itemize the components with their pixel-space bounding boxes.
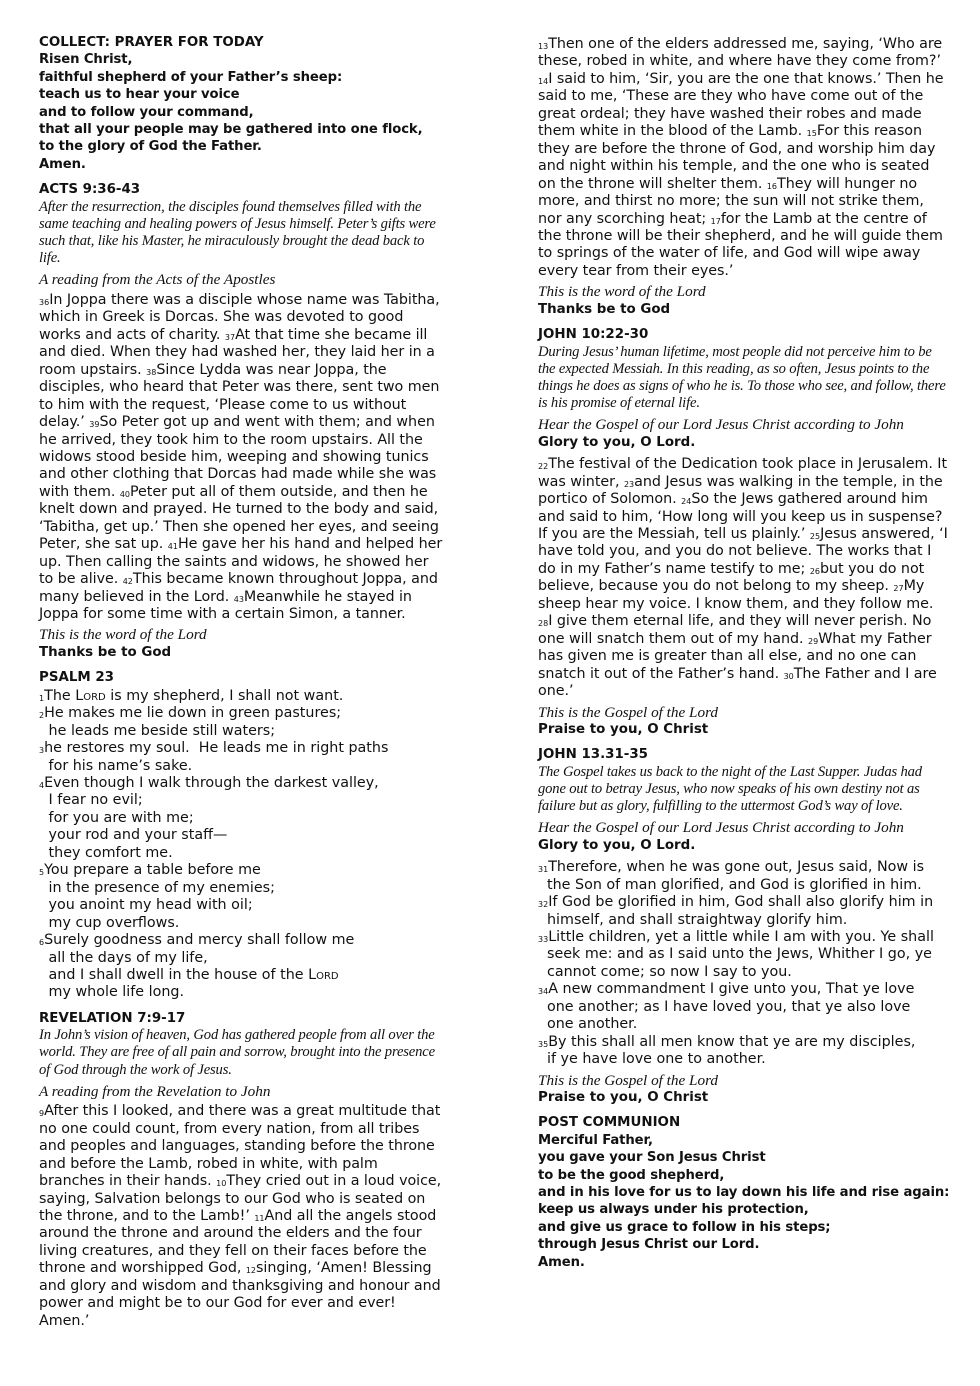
john13-intro: The Gospel takes us back to the night of the Last Supper. Judas had gone out to betray Jesus, who now speaks of his own destiny not as failure but as glory, fulfilling to the uttermost God’s way of love.	[538, 763, 922, 815]
prayer-line: to be the good shepherd,	[538, 1167, 725, 1183]
verse-text: They will hunger no more, and thirst no more; the sun will not strike them, nor any scorching heat;	[538, 175, 924, 227]
acts-intro: After the resurrection, the disciples found themselves filled with the same teaching and healing powers of Jesus himself. Peter’s gifts were such that, like his Master, he miraculously brought the dead back to life.	[39, 198, 436, 267]
psalm-line: he leads me beside still waters;	[44, 722, 276, 739]
verse-line: cannot come; so now I say to you.	[547, 963, 792, 980]
verse-number: 15	[806, 129, 817, 139]
verse-number: 29	[808, 636, 819, 646]
verse-line: seek me: and as I said unto the Jews, Whither I go, ye	[547, 946, 932, 963]
john13-section	[538, 746, 950, 1106]
john13-ending: This is the Gospel of the Lord	[538, 1071, 719, 1089]
psalm-line: and I shall dwell in the house of the Lord	[44, 966, 339, 983]
verse-number: 9	[39, 1109, 45, 1119]
verse-line: the Son of man glorified, and God is glorified in him.	[547, 876, 922, 893]
verse-number: 16	[766, 181, 778, 191]
prayer-line: and give us grace to follow in his steps;	[538, 1219, 831, 1235]
john10-section	[538, 326, 950, 738]
verse-line: one another.	[547, 1016, 638, 1033]
verse-number: 17	[710, 216, 721, 226]
acts-heading: ACTS 9:36-43	[39, 182, 141, 198]
verse-number: 26	[809, 566, 821, 576]
collect-heading: COLLECT: PRAYER FOR TODAY	[39, 35, 264, 50]
verse-text: What my Father has given me is greater than all else, and no one can snatch it out of the Father’s hand.	[538, 630, 932, 682]
psalm-line: my whole life long.	[44, 984, 185, 1001]
john13-response: Praise to you, O Christ	[538, 1090, 709, 1106]
verse-text: This became known throughout Joppa, and many believed in the Lord.	[39, 571, 438, 605]
revelation-response: Thanks be to God	[538, 301, 671, 317]
verse-number: 27	[893, 584, 904, 594]
verse-text: My sheep hear my voice. I know them, and they follow me.	[538, 578, 934, 612]
verse-number: 39	[89, 420, 100, 430]
prayer-line: keep us always under his protection,	[538, 1202, 809, 1218]
verse-text: The Father and I are one.’	[538, 665, 937, 700]
psalm-line: $^1$The Lord is my shepherd, I shall not want.	[39, 687, 344, 704]
revelation-passage	[39, 1103, 447, 1330]
revelation-heading: REVELATION 7:9-17	[39, 1010, 186, 1026]
psalm-line: $^4$Even though I walk through the darkest valley,	[39, 774, 379, 791]
john13-reading-title: Hear the Gospel of our Lord Jesus Christ according to John	[538, 819, 904, 837]
acts-ending: This is the word of the Lord	[39, 626, 207, 644]
verse-text: For this reason they are before the throne of God, and worship him day and night within his temple, and the one who is seated on the throne will shelter them.	[538, 123, 936, 192]
psalm-line: $^2$He makes me lie down in green pastures;	[39, 705, 342, 722]
acts-response: Thanks be to God	[39, 644, 172, 660]
verse-number: 40	[119, 489, 130, 499]
revelation-ending: This is the word of the Lord	[538, 283, 706, 301]
john13-passage	[538, 859, 950, 1068]
prayer-line: through Jesus Christ our Lord.	[538, 1237, 760, 1253]
left-column	[39, 34, 447, 1330]
prayer-line: and in his love for us to lay down his life and rise again:	[538, 1185, 950, 1201]
verse-line: $^{31}$Therefore, when he was gone out, Jesus said, Now is	[538, 859, 925, 876]
collect-section	[39, 34, 447, 173]
verse-line: $^{35}$By this shall all men know that ye are my disciples,	[538, 1033, 916, 1050]
verse-line: $^{32}$If God be glorified in him, God shall also glorify him in	[538, 894, 934, 911]
revelation-reading-title: A reading from the Revelation to John	[39, 1082, 271, 1100]
verse-number: 30	[783, 671, 794, 681]
verse-number: 14	[538, 76, 549, 86]
john10-sub-response: Glory to you, O Lord.	[538, 434, 696, 450]
john10-reading-title: Hear the Gospel of our Lord Jesus Christ according to John	[538, 416, 904, 434]
collect-line: to the glory of God the Father.	[39, 139, 262, 155]
john10-intro: During Jesus’ human lifetime, most people did not perceive him to be the expected Messiah. In this reading, as so often, Jesus points to the things he does as signs of who he is. To those who see, and follow, there is his promise of eternal life.	[538, 343, 946, 412]
revelation-continued	[538, 36, 950, 318]
verse-number: 41	[167, 542, 178, 552]
verse-text: and Jesus was walking in the temple, in the portico of Solomon.	[538, 473, 943, 508]
verse-text: I give them eternal life, and they will never perish. No one will snatch them out of my hand.	[538, 613, 932, 647]
verse-number: 22	[538, 462, 549, 472]
revelation-passage-cont	[538, 36, 950, 280]
verse-number: 13	[538, 42, 549, 51]
revelation-section	[39, 1010, 447, 1330]
collect-line: teach us to hear your voice	[39, 87, 240, 103]
right-column	[538, 36, 950, 1271]
john10-response: Praise to you, O Christ	[538, 721, 709, 737]
john10-heading: JOHN 10:22-30	[538, 327, 649, 343]
verse-number: 38	[146, 367, 157, 377]
psalm-line: all the days of my life,	[44, 949, 208, 966]
verse-number: 24	[681, 497, 692, 507]
psalm-line: for his name’s sake.	[44, 757, 193, 774]
revelation-intro: In John’s vision of heaven, God has gathered people from all over the world. They are free of all pain and sorrow, brought into the presence of God through the work of Jesus.	[39, 1027, 435, 1078]
collect-line: that all your people may be gathered into one flock,	[39, 122, 423, 138]
john10-passage	[538, 456, 950, 700]
prayer-line: you gave your Son Jesus Christ	[538, 1150, 766, 1166]
verse-text: They cried out in a loud voice, saying, Salvation belongs to our God who is seated on the throne, and to the Lamb!’	[39, 1173, 442, 1224]
psalm-heading: PSALM 23	[39, 670, 114, 686]
collect-line: Risen Christ,	[39, 52, 133, 68]
verse-line: $^{34}$A new commandment I give unto you, That ye love	[538, 981, 915, 998]
collect-line: and to follow your command,	[39, 104, 254, 120]
verse-text: singing, ‘Amen! Blessing and glory and wisdom and thanksgiving and honour and power and might be to our God for ever and ever! Amen.’	[39, 1260, 441, 1329]
verse-line: himself, and shall straightway glorify him.	[547, 911, 848, 928]
acts-section	[39, 181, 447, 661]
verse-line: $^{33}$Little children, yet a little while I am with you. Ye shall	[538, 928, 934, 945]
collect-line: faithful shepherd of your Father’s sheep:	[39, 69, 343, 85]
verse-text: Then one of the elders addressed me, saying, ‘Who are these, robed in white, and where have they come from?’	[538, 36, 943, 70]
verse-line: if ye have love one to another.	[547, 1051, 766, 1068]
prayer-line: Merciful Father,	[538, 1132, 653, 1148]
verse-text: And all the angels stood around the throne and around the elders and the four living creatures, and they fell on their faces before the throne and worshipped God,	[39, 1208, 437, 1277]
verse-text: In Joppa there was a disciple whose name was Tabitha, which in Greek is Dorcas. She was devoted to good works and acts of charity.	[39, 291, 440, 343]
verse-text: So the Jews gathered around him and said to him, ‘How long will you keep us in suspense? If you are the Messiah, tell us plainly.’	[538, 491, 943, 542]
psalm-line: you anoint my head with oil;	[44, 897, 253, 914]
verse-text: Since Lydda was near Joppa, the disciples, who heard that Peter was there, sent two men to him with the request, ‘Please come to us without delay.’	[39, 361, 440, 431]
verse-text: The festival of the Dedication took place in Jerusalem. It was winter,	[538, 456, 948, 490]
collect-line: Amen.	[39, 156, 86, 172]
psalm-text	[39, 688, 447, 1002]
verse-number: 11	[254, 1214, 265, 1223]
psalm-line: your rod and your staff—	[44, 827, 228, 844]
post-communion-heading: POST COMMUNION	[538, 1115, 681, 1131]
psalm-section	[39, 669, 447, 1002]
prayer-line: Amen.	[538, 1254, 585, 1270]
verse-text: After this I looked, and there was a great multitude that no one could count, from every nation, from all tribes and peoples and languages, standing before the throne and before the Lamb, robed in white, with palm branches in their hands.	[39, 1103, 441, 1190]
verse-number: 25	[809, 532, 821, 541]
collect-prayer	[39, 51, 447, 173]
psalm-line: $^6$Surely goodness and mercy shall follow me	[39, 932, 355, 949]
john10-ending: This is the Gospel of the Lord	[538, 703, 719, 721]
verse-number: 36	[39, 297, 50, 307]
psalm-line: my cup overflows.	[44, 914, 180, 931]
verse-number: 42	[122, 577, 133, 587]
john13-sub-response: Glory to you, O Lord.	[538, 837, 696, 853]
verse-number: 23	[623, 479, 635, 489]
verse-text: Jesus answered, ‘I have told you, and you do not believe. The works that I do in my Father’s name testify to me;	[538, 526, 948, 577]
acts-reading-title: A reading from the Acts of the Apostles	[39, 271, 276, 289]
psalm-line: $^3$he restores my soul. He leads me in right paths	[39, 740, 389, 757]
post-communion-prayer	[538, 1132, 950, 1271]
verse-text: but you do not believe, because you do not belong to my sheep.	[538, 560, 925, 595]
psalm-line: in the presence of my enemies;	[44, 879, 275, 896]
john13-heading: JOHN 13.31-35	[538, 747, 648, 763]
psalm-line: $^5$You prepare a table before me	[39, 862, 261, 879]
verse-number: 10	[216, 1179, 227, 1189]
verse-line: one another; as I have loved you, that ye also love	[547, 998, 911, 1015]
acts-passage	[39, 292, 447, 624]
post-communion-section	[538, 1114, 950, 1271]
verse-text: I said to him, ‘Sir, you are the one that knows.’ Then he said to me, ‘These are they who have come out of the great ordeal; they have washed their robes and made them white in the blood of the Lamb.	[538, 70, 944, 140]
verse-number: 43	[233, 594, 244, 604]
psalm-line: they comfort me.	[44, 844, 173, 861]
psalm-line: I fear no evil;	[44, 792, 143, 809]
verse-text: At that time she became ill and died. When they had washed her, they laid her in a room upstairs.	[39, 326, 435, 378]
verse-number: 12	[245, 1266, 257, 1276]
verse-text: for the Lamb at the centre of the throne will be their shepherd, and he will guide them to springs of the water of life, and God will wipe away every tear from their eyes.’	[538, 210, 943, 279]
psalm-line: for you are with me;	[44, 809, 194, 826]
verse-text: He gave her his hand and helped her up. Then calling the saints and widows, he showed her to be alive.	[39, 536, 443, 588]
verse-text: Meanwhile he stayed in Joppa for some time with a certain Simon, a tanner.	[39, 588, 412, 623]
verse-text: Peter put all of them outside, and then he knelt down and prayed. He turned to the body and said, ‘Tabitha, get up.’ Then she opened her eyes, and seeing Peter, she sat up.	[39, 483, 439, 553]
verse-number: 37	[224, 332, 236, 342]
verse-number: 28	[538, 619, 549, 629]
verse-text: So Peter got up and went with them; and when he arrived, they took him to the room upstairs. All the widows stood beside him, weeping and showing tunics and other clothing that Dorcas had made while she was with them.	[39, 414, 437, 500]
